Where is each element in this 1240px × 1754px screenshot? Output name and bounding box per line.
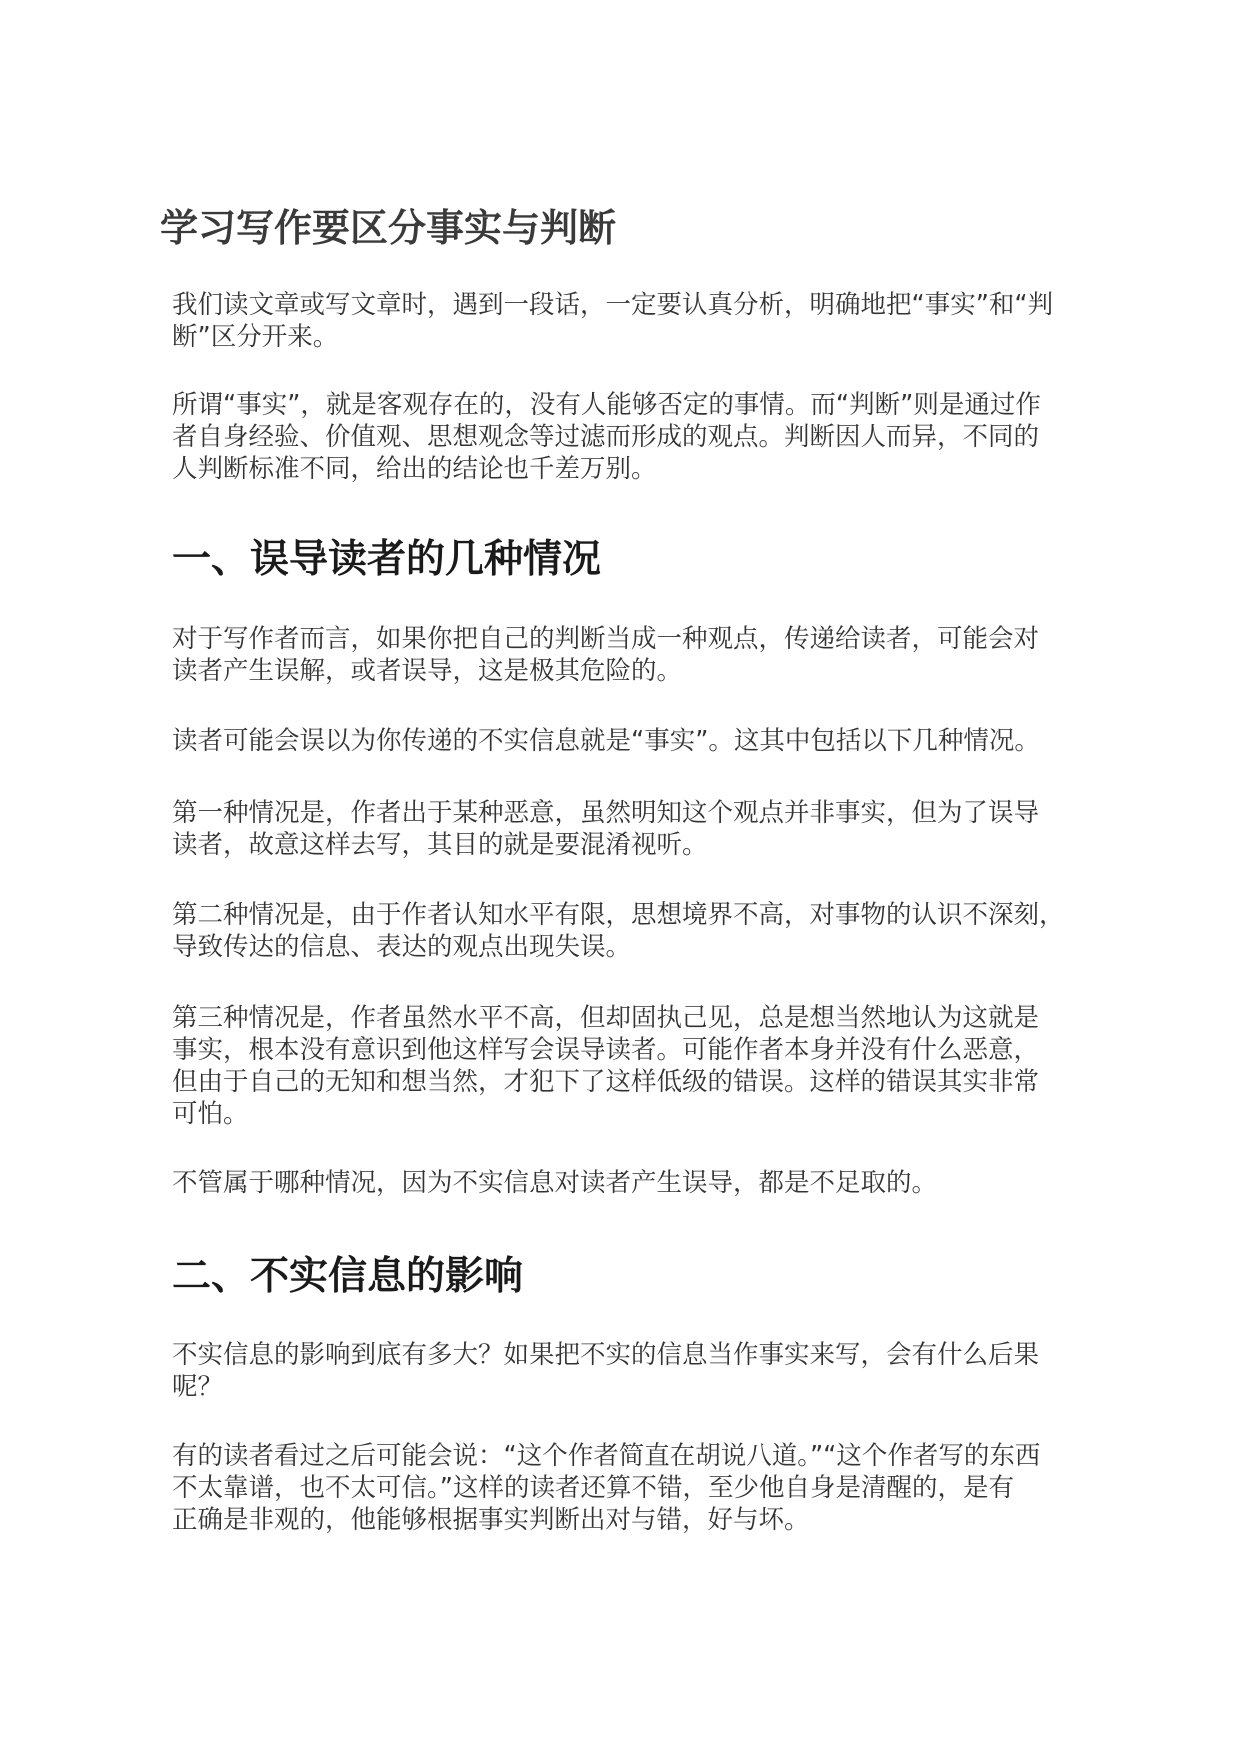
text-line: 但由于自己的无知和想当然，才犯下了这样低级的错误。这样的错误其实非常 bbox=[172, 1067, 1040, 1097]
text-line: 呢？ bbox=[172, 1372, 224, 1402]
text-line: 可怕。 bbox=[172, 1099, 249, 1129]
text-line: 读者产生误解，或者误导，这是极其危险的。 bbox=[172, 656, 683, 686]
text-line: 不管属于哪种情况，因为不实信息对读者产生误导，都是不足取的。 bbox=[172, 1168, 938, 1198]
text-line: 对于写作者而言，如果你把自己的判断当成一种观点，传递给读者，可能会对 bbox=[172, 624, 1040, 654]
section-1-paragraph-2 bbox=[172, 725, 1092, 757]
text-line: 第一种情况是，作者出于某种恶意，虽然明知这个观点并非事实，但为了误导 bbox=[172, 798, 1040, 828]
text-line: 我们读文章或写文章时，遇到一段话，一定要认真分析，明确地把“事实”和“判 bbox=[172, 290, 1054, 320]
text-line: 有的读者看过之后可能会说：“这个作者简直在胡说八道。”“这个作者写的东西 bbox=[172, 1441, 1041, 1471]
section-2-paragraph-2 bbox=[172, 1440, 1092, 1536]
text-line: 断”区分开来。 bbox=[172, 322, 339, 352]
text-line: 第二种情况是，由于作者认知水平有限，思想境界不高，对事物的认识不深刻， bbox=[172, 900, 1065, 930]
text-line: 所谓“事实”，就是客观存在的，没有人能够否定的事情。而“判断”则是通过作 bbox=[172, 390, 1041, 420]
text-line: 人判断标准不同，给出的结论也千差万别。 bbox=[172, 454, 657, 484]
text-line: 读者可能会误以为你传递的不实信息就是“事实”。这其中包括以下几种情况。 bbox=[172, 726, 1040, 756]
section-1-paragraph-4 bbox=[172, 899, 1092, 963]
text-line: 不太靠谱，也不太可信。”这样的读者还算不错，至少他自身是清醒的，是有 bbox=[172, 1473, 1014, 1503]
section-heading-1: 一、误导读者的几种情况 bbox=[172, 537, 602, 582]
section-1-paragraph-1 bbox=[172, 623, 1092, 687]
text-line: 第三种情况是，作者虽然水平不高，但却固执己见，总是想当然地认为这就是 bbox=[172, 1003, 1040, 1033]
text-line: 不实信息的影响到底有多大？如果把不实的信息当作事实来写，会有什么后果 bbox=[172, 1340, 1040, 1370]
document-title: 学习写作要区分事实与判断 bbox=[160, 206, 617, 250]
text-line: 导致传达的信息、表达的观点出现失误。 bbox=[172, 932, 632, 962]
section-1-paragraph-5 bbox=[172, 1002, 1092, 1130]
section-1-paragraph-3 bbox=[172, 797, 1092, 861]
text-line: 正确是非观的，他能够根据事实判断出对与错，好与坏。 bbox=[172, 1505, 810, 1535]
text-line: 读者，故意这样去写，其目的就是要混淆视听。 bbox=[172, 830, 708, 860]
text-line: 事实，根本没有意识到他这样写会误导读者。可能作者本身并没有什么恶意， bbox=[172, 1035, 1040, 1065]
intro-paragraph-2 bbox=[172, 389, 1092, 485]
section-heading-2: 二、不实信息的影响 bbox=[172, 1254, 524, 1299]
intro-paragraph-1 bbox=[172, 289, 1092, 353]
text-line: 者自身经验、价值观、思想观念等过滤而形成的观点。判断因人而异，不同的 bbox=[172, 422, 1040, 452]
section-2-paragraph-1 bbox=[172, 1339, 1092, 1403]
section-1-paragraph-6 bbox=[172, 1167, 1092, 1199]
